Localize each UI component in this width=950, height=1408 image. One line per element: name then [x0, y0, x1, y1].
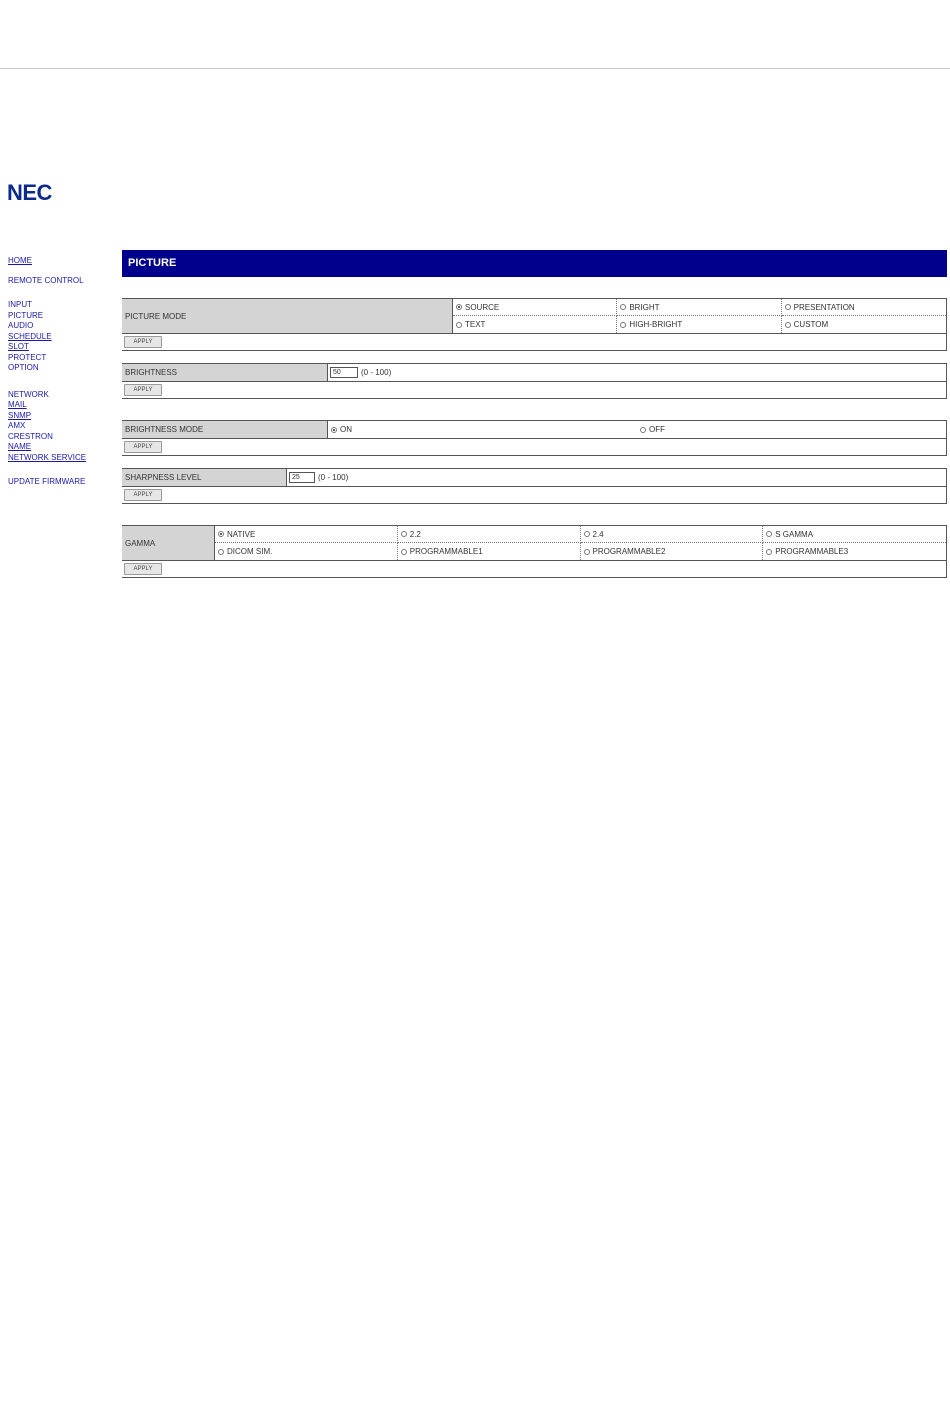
sidebar-item-option[interactable]: OPTION	[8, 363, 39, 372]
radio-icon[interactable]	[456, 322, 462, 328]
sharpness-apply-button[interactable]: APPLY	[124, 489, 162, 501]
radio-icon[interactable]	[218, 549, 224, 555]
gamma-apply-button[interactable]: APPLY	[124, 563, 162, 575]
picture-mode-section	[122, 298, 947, 351]
brightness-mode-section	[122, 420, 947, 456]
sidebar-item-slot[interactable]: SLOT	[8, 342, 29, 351]
brightness-range: (0 - 100)	[361, 368, 392, 377]
sidebar-item-network-service[interactable]: NETWORK SERVICE	[8, 452, 87, 462]
sharpness-input[interactable]	[289, 472, 315, 483]
radio-icon[interactable]	[401, 549, 407, 555]
brightness-apply-button[interactable]: APPLY	[124, 384, 162, 396]
sidebar-item-amx[interactable]: AMX	[8, 421, 26, 430]
page-title: PICTURE	[122, 250, 947, 277]
main-content	[122, 250, 947, 578]
sidebar-item-picture[interactable]: PICTURE	[8, 310, 44, 320]
picture-mode-option-high-bright[interactable]: HIGH-BRIGHT	[617, 316, 781, 333]
sidebar-item-update-firmware[interactable]: UPDATE FIRMWARE	[8, 477, 86, 486]
sidebar-item-audio[interactable]: AUDIO	[8, 321, 34, 330]
picture-mode-option-text[interactable]: TEXT	[453, 316, 617, 333]
radio-icon[interactable]	[584, 549, 590, 555]
radio-icon[interactable]	[401, 531, 407, 537]
sidebar-item-protect[interactable]: PROTECT	[8, 352, 47, 362]
sidebar-item-snmp[interactable]: SNMP	[8, 410, 32, 420]
sidebar-item-crestron[interactable]: CRESTRON	[8, 431, 53, 441]
radio-selected-icon[interactable]	[331, 427, 337, 433]
radio-icon[interactable]	[785, 304, 791, 310]
radio-icon[interactable]	[584, 531, 590, 537]
brightness-section	[122, 363, 947, 399]
sidebar-nav	[8, 256, 116, 488]
picture-mode-option-bright[interactable]: BRIGHT	[617, 299, 781, 316]
nec-logo: NEC	[7, 180, 52, 205]
brightness-mode-option-on[interactable]: ON	[328, 421, 637, 438]
gamma-option-programmable3[interactable]: PROGRAMMABLE3	[763, 543, 946, 560]
radio-icon[interactable]	[620, 322, 626, 328]
sidebar-item-schedule[interactable]: SCHEDULE	[8, 331, 52, 341]
picture-mode-apply-button[interactable]: APPLY	[124, 336, 162, 348]
top-divider	[0, 68, 950, 69]
sharpness-range: (0 - 100)	[318, 473, 349, 482]
gamma-option-s-gamma[interactable]: S GAMMA	[763, 526, 946, 543]
brightness-label: BRIGHTNESS	[122, 364, 328, 381]
picture-mode-option-source[interactable]: SOURCE	[453, 299, 617, 316]
brightness-mode-apply-button[interactable]: APPLY	[124, 441, 162, 453]
picture-mode-option-presentation[interactable]: PRESENTATION	[782, 299, 946, 316]
radio-icon[interactable]	[785, 322, 791, 328]
sidebar-item-name[interactable]: NAME	[8, 442, 32, 451]
sidebar-item-input[interactable]: INPUT	[8, 300, 32, 309]
radio-icon[interactable]	[640, 427, 646, 433]
picture-mode-option-custom[interactable]: CUSTOM	[782, 316, 946, 333]
brightness-mode-label: BRIGHTNESS MODE	[122, 421, 328, 438]
brightness-mode-option-off[interactable]: OFF	[637, 421, 946, 438]
radio-selected-icon[interactable]	[218, 531, 224, 537]
sidebar-item-mail[interactable]: MAIL	[8, 400, 27, 409]
gamma-option-programmable1[interactable]: PROGRAMMABLE1	[398, 543, 581, 560]
radio-selected-icon[interactable]	[456, 304, 462, 310]
picture-mode-label: PICTURE MODE	[122, 299, 453, 333]
sidebar-item-home[interactable]: HOME	[8, 256, 32, 265]
sharpness-section	[122, 468, 947, 504]
sidebar-item-remote-control[interactable]: REMOTE CONTROL	[8, 275, 84, 285]
sidebar-item-network[interactable]: NETWORK	[8, 389, 49, 399]
gamma-option-dicom-sim[interactable]: DICOM SIM.	[215, 543, 398, 560]
gamma-section	[122, 525, 947, 578]
brightness-input[interactable]	[330, 367, 358, 378]
gamma-option-2-4[interactable]: 2.4	[581, 526, 764, 543]
gamma-option-native[interactable]: NATIVE	[215, 526, 398, 543]
radio-icon[interactable]	[620, 304, 626, 310]
gamma-option-2-2[interactable]: 2.2	[398, 526, 581, 543]
radio-icon[interactable]	[766, 531, 772, 537]
radio-icon[interactable]	[766, 549, 772, 555]
gamma-label: GAMMA	[122, 526, 215, 560]
sharpness-label: SHARPNESS LEVEL	[122, 469, 287, 486]
gamma-option-programmable2[interactable]: PROGRAMMABLE2	[581, 543, 764, 560]
